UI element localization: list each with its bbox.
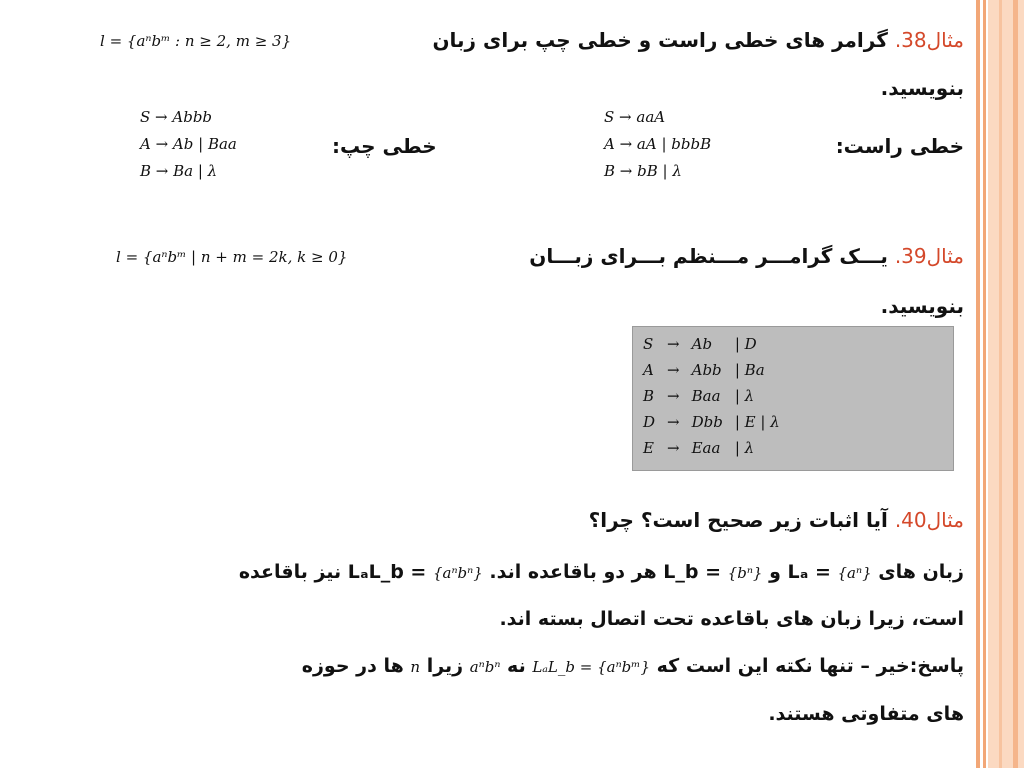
math-span: {aⁿ} bbox=[837, 564, 872, 582]
left-linear-grammar bbox=[140, 104, 237, 185]
math-span: LₐL_b = {aⁿbᵐ} bbox=[532, 658, 651, 676]
text-span: ها در حوزه bbox=[301, 655, 404, 677]
rule-rhs: Ab bbox=[691, 335, 713, 353]
example-38-continuation: بنویسید. bbox=[880, 76, 964, 100]
example-39-number: مثال39. bbox=[894, 244, 964, 268]
example-39-heading bbox=[529, 244, 964, 268]
rule-rhs: Abb bbox=[691, 361, 722, 379]
grammar-rule: B → bB | λ bbox=[604, 162, 682, 180]
text-span: زیرا bbox=[426, 655, 464, 677]
rule-lhs: B bbox=[643, 387, 655, 405]
rule-lhs: A bbox=[643, 361, 654, 379]
rule-arrow: → bbox=[667, 335, 680, 353]
rule-arrow: → bbox=[667, 413, 680, 431]
rule-lhs: S bbox=[643, 335, 654, 353]
left-linear-label: خطی چپ: bbox=[332, 134, 437, 158]
text-span: = Lₐ و bbox=[769, 561, 831, 583]
rule-rhs: Baa bbox=[691, 387, 721, 405]
table-row bbox=[643, 435, 792, 461]
example-38-text: گرامر های خطی راست و خطی چپ برای زبان bbox=[432, 28, 888, 52]
rule-arrow: → bbox=[667, 387, 680, 405]
grammar-rule: A → Ab | Baa bbox=[140, 135, 237, 153]
rule-lhs: D bbox=[643, 413, 656, 431]
rule-arrow: → bbox=[667, 361, 680, 379]
math-span: {aⁿbⁿ} bbox=[432, 564, 483, 582]
example-40-line-2: است، زیرا زبان های باقاعده تحت اتصال بسته اند. bbox=[499, 608, 964, 630]
example-40-line-4: های متفاوتی هستند. bbox=[768, 703, 964, 725]
rule-rhs: Dbb bbox=[691, 413, 723, 431]
rule-lhs: E bbox=[643, 439, 654, 457]
example-40-question: آیا اثبات زیر صحیح است؟ چرا؟ bbox=[588, 508, 888, 532]
text-span: نه bbox=[507, 655, 526, 677]
rule-alt: | λ bbox=[734, 439, 755, 457]
table-row bbox=[643, 331, 792, 357]
rule-alt: | E | λ bbox=[734, 413, 780, 431]
rule-arrow: → bbox=[667, 439, 680, 457]
table-row bbox=[643, 409, 792, 435]
grammar-rule: B → Ba | λ bbox=[140, 162, 218, 180]
math-span: n bbox=[410, 658, 421, 676]
example-40-line-3 bbox=[302, 655, 964, 677]
text-span: = L_b هر دو باقاعده اند. bbox=[489, 561, 722, 583]
math-span: {bⁿ} bbox=[727, 564, 763, 582]
grammar-rule: A → aA | bbbB bbox=[604, 135, 712, 153]
table-row bbox=[643, 383, 792, 409]
example-40-number: مثال40. bbox=[894, 508, 964, 532]
math-span: aⁿbⁿ bbox=[469, 658, 501, 676]
grammar-rule: S → aaA bbox=[604, 108, 666, 126]
decorative-border bbox=[970, 0, 1024, 768]
example-38-heading bbox=[432, 28, 964, 52]
rule-rhs: Eaa bbox=[691, 439, 721, 457]
right-linear-label: خطی راست: bbox=[835, 134, 964, 158]
example-40-heading bbox=[589, 508, 964, 532]
example-40-line-1 bbox=[239, 561, 964, 583]
example-39-continuation: بنویسید. bbox=[880, 294, 964, 318]
regular-grammar-box bbox=[632, 326, 954, 471]
text-span: پاسخ:خیر – تنها نکته این است که bbox=[656, 655, 964, 677]
rule-alt: | D bbox=[734, 335, 757, 353]
example-39-text: یـــک گرامـــر مـــنظم بـــرای زبـــان bbox=[529, 244, 888, 268]
grammar-rule: S → Abbb bbox=[140, 108, 213, 126]
text-span: زبان های bbox=[878, 561, 964, 583]
example-38-set: l = {aⁿbᵐ : n ≥ 2, m ≥ 3} bbox=[100, 32, 292, 50]
example-38-number: مثال38. bbox=[894, 28, 964, 52]
rule-alt: | Ba bbox=[734, 361, 765, 379]
regular-grammar-table bbox=[643, 331, 792, 461]
text-span: = LₐL_b نیز باقاعده bbox=[238, 561, 427, 583]
rule-alt: | λ bbox=[734, 387, 755, 405]
table-row bbox=[643, 357, 792, 383]
example-39-set: l = {aⁿbᵐ | n + m = 2k, k ≥ 0} bbox=[116, 248, 348, 266]
right-linear-grammar bbox=[604, 104, 711, 185]
